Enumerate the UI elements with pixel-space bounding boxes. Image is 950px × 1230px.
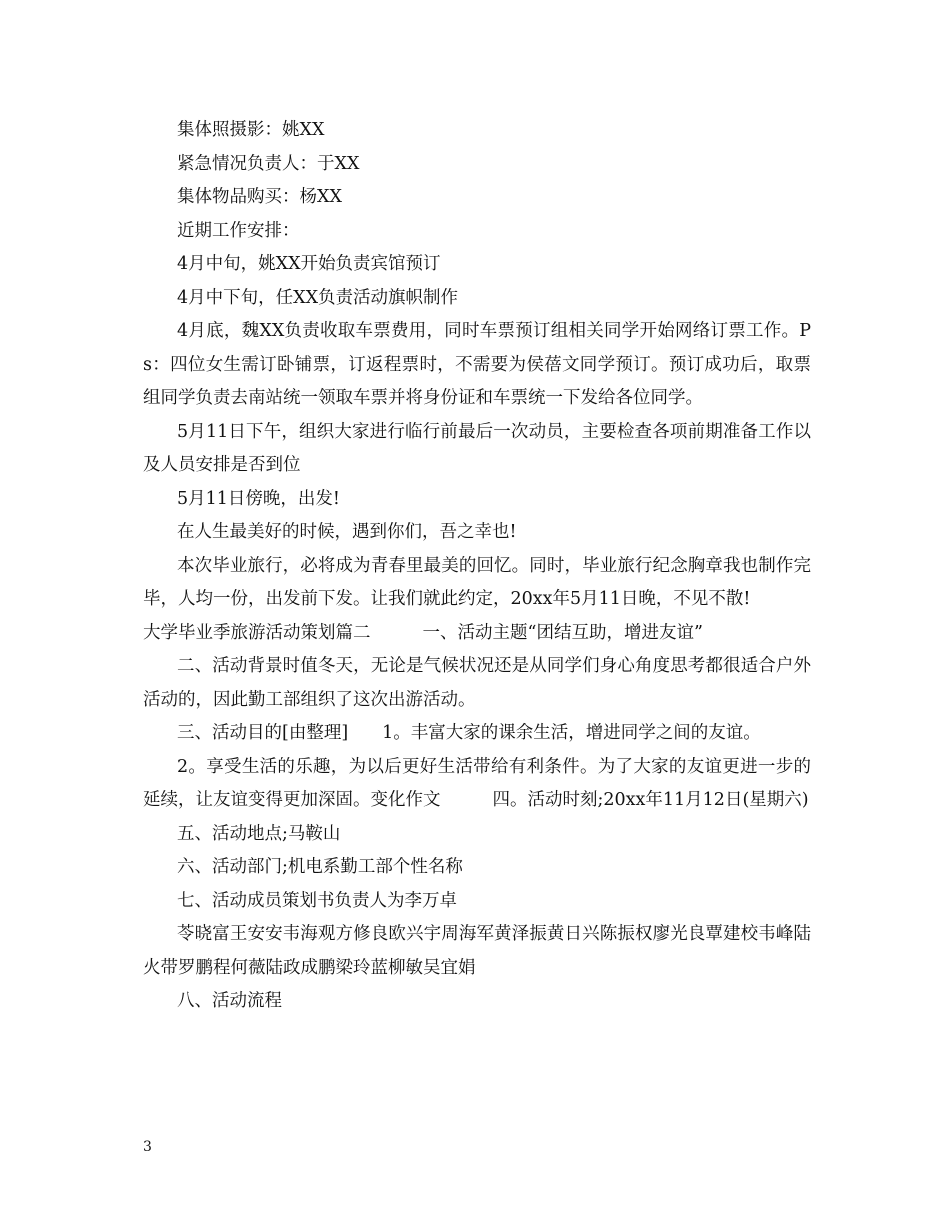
paragraph-purpose-item-2 [143,751,811,818]
paragraph-hotel-booking: 4月中旬，姚XX开始负责宾馆预订 [177,254,441,274]
paragraph-memory: 本次毕业旅行，必将成为青春里最美的回忆。同时，毕业旅行纪念胸章我也制作完毕，人均一份，出发前下发。让我们就此约定，20xx年5月11日晚，不见不散! [143,555,811,609]
paragraph-fortune: 在人生最美好的时候，遇到你们，吾之幸也! [177,522,517,542]
purpose-item-2-text: 2。享受生活的乐趣，为以后更好生活带给有利条件。为了大家的友谊更进一步的延续，让友谊变得更加深固。变化作文 [143,756,811,810]
paragraph-schedule-heading: 近期工作安排： [177,220,300,241]
paragraph-process-title: 八、活动流程 [177,991,282,1011]
paragraph-members-list: 苓晓富王安安韦海观方修良欧兴宇周海军黄泽振黄日兴陈振权廖光良覃建校韦峰陆火带罗鹏程何薇陆政成鹏梁玲蓝柳敏吴宜娟 [143,924,811,978]
paragraph-members-title: 七、活动成员策划书负责人为李万卓 [177,890,457,911]
paragraph-emergency-contact: 紧急情况负责人：于XX [177,153,360,174]
paragraph-background: 二、活动背景时值冬天，无论是气候状况还是从同学们身心角度思考都很适合户外活动的，因此勤工部组织了这次出游活动。 [143,656,811,710]
section-two-title: 大学毕业季旅游活动策划篇二 [143,622,371,643]
section-two-heading [143,617,811,651]
paragraph-departure: 5月11日傍晚，出发! [177,488,340,509]
page-number: 3 [143,1139,152,1155]
paragraph-tickets: 4月底，魏XX负责收取车票费用，同时车票预订组相关同学开始网络订票工作。Ps：四位女生需订卧铺票，订返程票时，不需要为侯蓓文同学预订。预订成功后，取票组同学负责去南站统一领取车票并将身份证和车票统一下发给各位同学。 [143,321,811,408]
paragraph-flag-making: 4月中下旬，任XX负责活动旗帜制作 [177,287,459,308]
paragraph-department: 六、活动部门;机电系勤工部个性名称 [177,857,463,877]
purpose-label: 三、活动目的[由整理] [177,723,349,743]
document-body [143,114,811,1019]
activity-time: 四。活动时刻;20xx年11月12日(星期六) [492,790,809,810]
paragraph-location: 五、活动地点;马鞍山 [177,823,341,844]
paragraph-purpose [143,717,811,751]
section-two-theme: 一、活动主题“团结互助，增进友谊” [422,622,703,643]
paragraph-mobilization: 5月11日下午，组织大家进行临行前最后一次动员，主要检查各项前期准备工作以及人员安排是否到位 [143,421,811,475]
paragraph-photographer: 集体照摄影：姚XX [177,120,325,140]
purpose-item-1: 1。丰富大家的课余生活，增进同学之间的友谊。 [382,723,761,743]
paragraph-purchasing: 集体物品购买：杨XX [177,187,342,207]
